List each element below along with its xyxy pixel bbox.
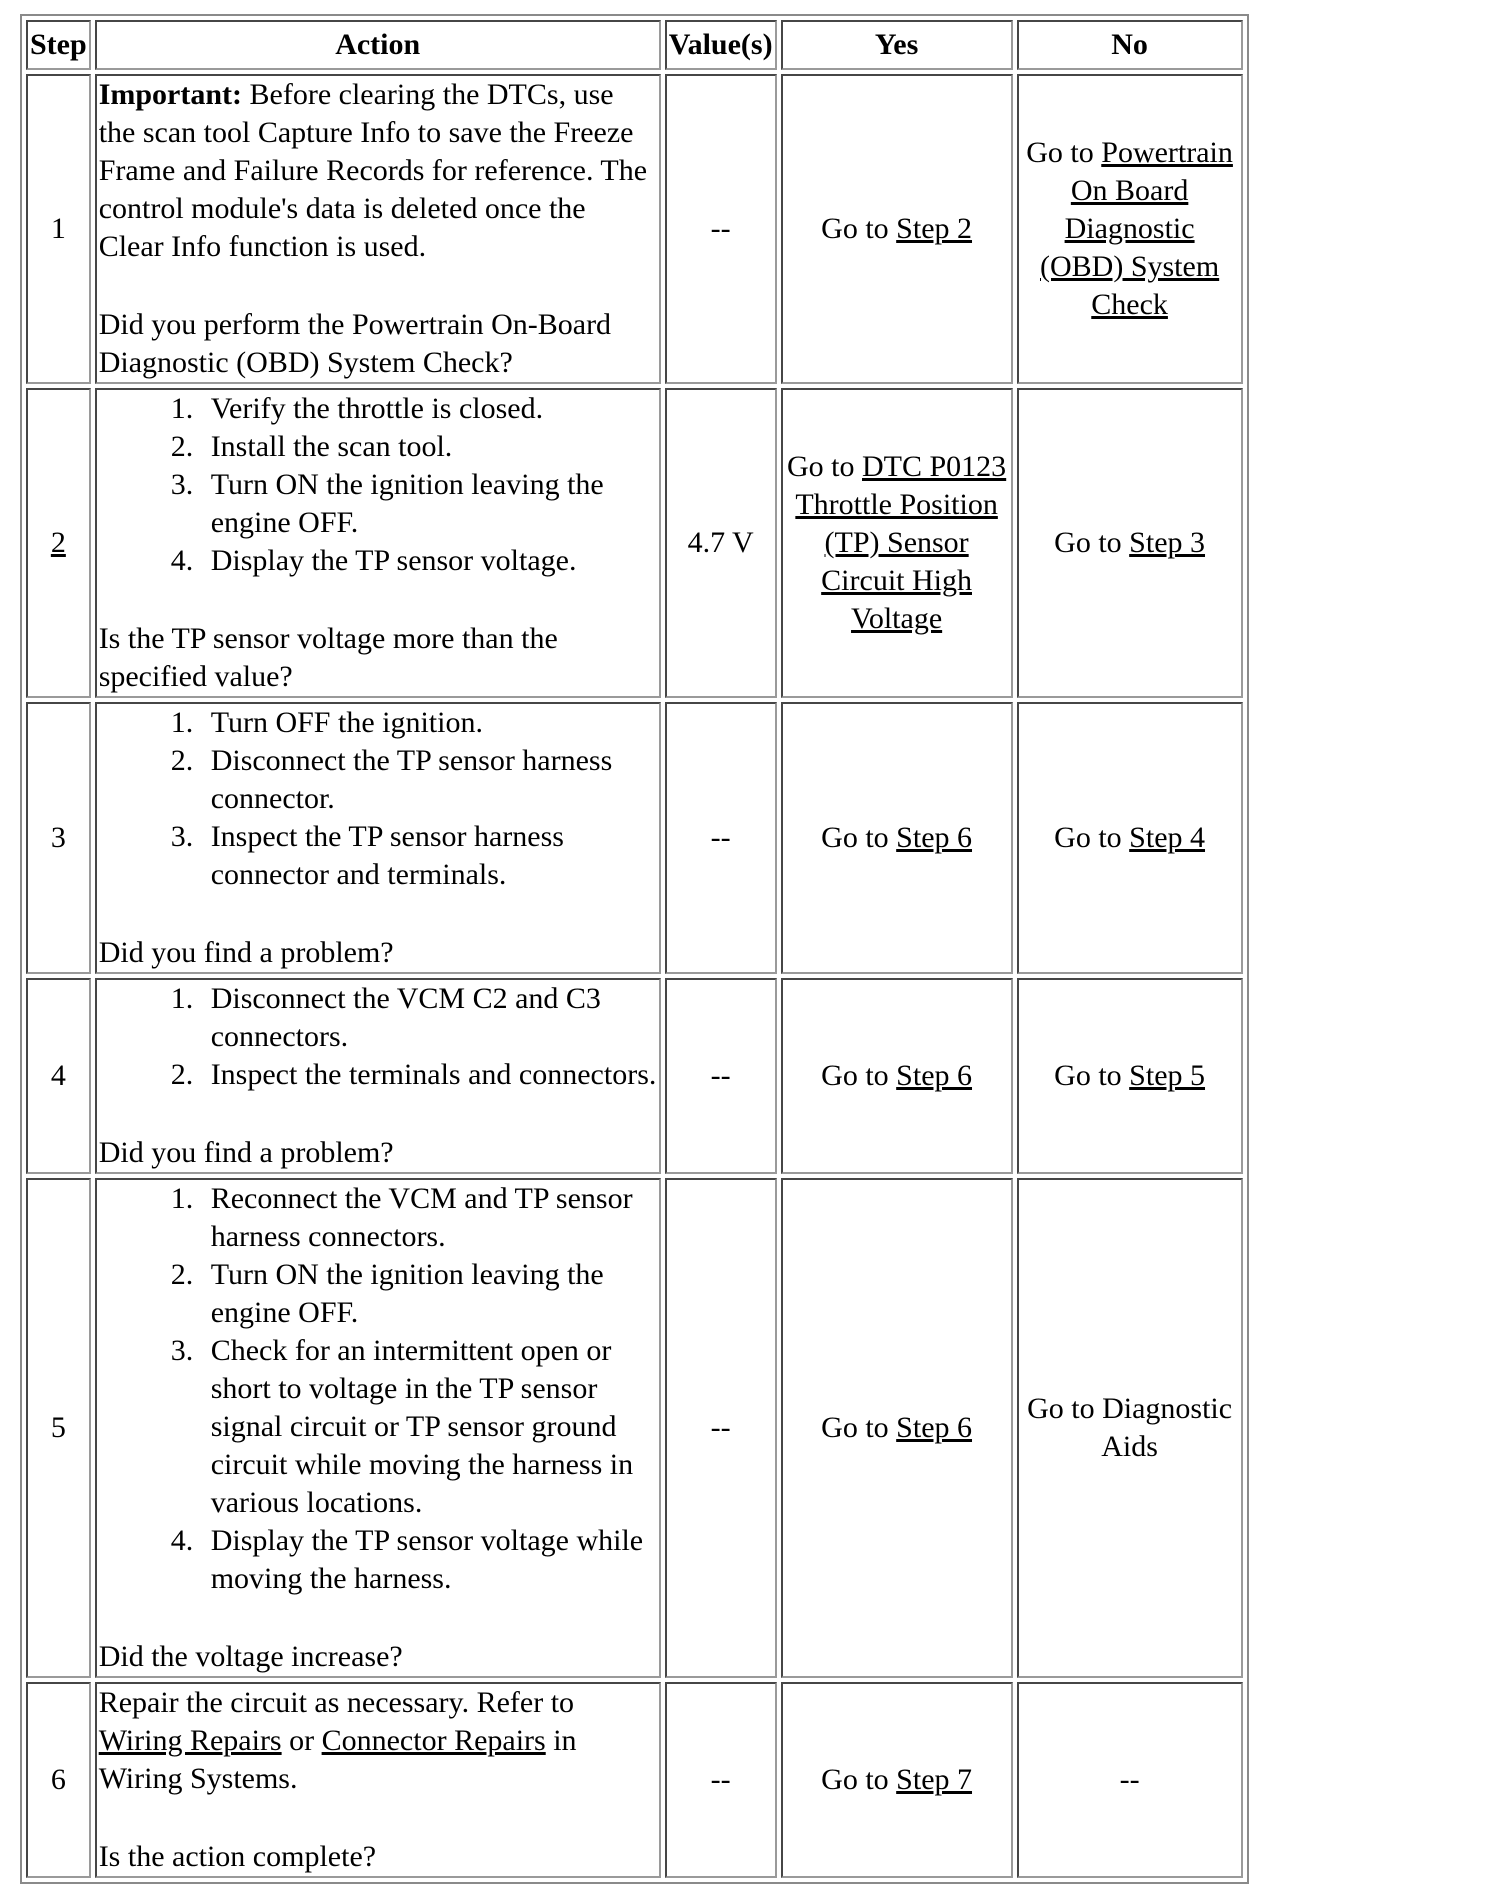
value-cell: -- — [665, 74, 777, 384]
yes-link[interactable]: DTC P0123 Throttle Position (TP) Sensor Circuit High Voltage — [795, 450, 1007, 635]
step-number: 4 — [26, 978, 91, 1174]
table-row — [26, 702, 1243, 974]
yes-prefix: Go to — [821, 1411, 897, 1444]
list-item: 2. Disconnect the TP sensor harness connector. — [201, 742, 657, 818]
no-prefix: Go to — [1026, 136, 1102, 169]
action-steps-list — [99, 980, 657, 1094]
table-row — [26, 1178, 1243, 1678]
no-cell — [1017, 702, 1243, 974]
no-link[interactable]: Powertrain On Board Diagnostic (OBD) System Check — [1040, 136, 1233, 321]
action-question: Did you perform the Powertrain On-Board Diagnostic (OBD) System Check? — [98, 308, 612, 379]
action-cell — [95, 1178, 661, 1678]
yes-cell — [781, 74, 1013, 384]
important-note — [99, 76, 657, 266]
table-row — [26, 388, 1243, 698]
value-cell: 4.7 V — [665, 388, 777, 698]
list-item: 1. Verify the throttle is closed. — [201, 390, 657, 428]
no-cell: Go to Diagnostic Aids — [1017, 1178, 1243, 1678]
step-number: 5 — [26, 1178, 91, 1678]
yes-cell — [781, 978, 1013, 1174]
no-link[interactable]: Step 5 — [1129, 1059, 1206, 1092]
list-item: 1. Turn OFF the ignition. — [201, 704, 657, 742]
table-row — [26, 1682, 1243, 1878]
yes-prefix: Go to — [821, 212, 897, 245]
list-item: 3. Check for an intermittent open or short to voltage in the TP sensor signal circuit or TP sensor ground circuit while moving the harness in various locations. — [201, 1332, 657, 1522]
diagnostic-table — [20, 14, 1249, 1884]
no-prefix: Go to — [1054, 821, 1130, 854]
connector-repairs-link[interactable]: Connector Repairs — [321, 1724, 546, 1757]
no-cell: -- — [1017, 1682, 1243, 1878]
action-text-part: in Wiring Systems. — [98, 1724, 577, 1795]
value-cell: -- — [665, 978, 777, 1174]
action-steps-list — [99, 390, 657, 580]
yes-link[interactable]: Step 6 — [896, 821, 973, 854]
action-text-part: or — [281, 1724, 322, 1757]
value-cell: -- — [665, 702, 777, 974]
no-prefix: Go to — [1054, 1059, 1130, 1092]
action-steps-list — [99, 704, 657, 894]
yes-prefix: Go to — [821, 821, 897, 854]
no-link[interactable]: Step 4 — [1129, 821, 1206, 854]
action-question: Did you find a problem? — [98, 1136, 394, 1169]
step-number: 6 — [26, 1682, 91, 1878]
step-number: 1 — [26, 74, 91, 384]
yes-link[interactable]: Step 7 — [896, 1763, 973, 1796]
list-item: 4. Display the TP sensor voltage while moving the harness. — [201, 1522, 657, 1598]
yes-link[interactable]: Step 6 — [896, 1411, 973, 1444]
action-question: Did you find a problem? — [98, 936, 394, 969]
list-item: 1. Reconnect the VCM and TP sensor harness connectors. — [201, 1180, 657, 1256]
action-question: Is the action complete? — [98, 1840, 377, 1873]
table-row — [26, 74, 1243, 384]
action-cell — [95, 702, 661, 974]
yes-link[interactable]: Step 6 — [896, 1059, 973, 1092]
step-number — [26, 388, 91, 698]
action-question: Did the voltage increase? — [98, 1640, 403, 1673]
list-item: 4. Display the TP sensor voltage. — [201, 542, 657, 580]
step-anchor-link[interactable]: 2 — [50, 526, 66, 559]
action-steps-list — [99, 1180, 657, 1598]
step-number: 3 — [26, 702, 91, 974]
value-cell: -- — [665, 1178, 777, 1678]
action-text-part: Repair the circuit as necessary. Refer to — [98, 1686, 575, 1719]
list-item: 3. Inspect the TP sensor harness connector and terminals. — [201, 818, 657, 894]
yes-cell — [781, 1178, 1013, 1678]
yes-cell — [781, 702, 1013, 974]
yes-prefix: Go to — [787, 450, 862, 483]
action-cell — [95, 978, 661, 1174]
action-cell — [95, 74, 661, 384]
header-action: Action — [95, 20, 661, 70]
yes-cell — [781, 1682, 1013, 1878]
action-cell — [95, 1682, 661, 1878]
no-cell — [1017, 74, 1243, 384]
important-text: Before clearing the DTCs, use the scan tool Capture Info to save the Freeze Frame and Failure Records for reference. The control module's data is deleted once the Clear Info function is used. — [98, 78, 648, 263]
list-item: 2. Install the scan tool. — [201, 428, 657, 466]
value-cell: -- — [665, 1682, 777, 1878]
header-no: No — [1017, 20, 1243, 70]
action-cell — [95, 388, 661, 698]
header-yes: Yes — [781, 20, 1013, 70]
list-item: 2. Inspect the terminals and connectors. — [201, 1056, 657, 1094]
yes-cell — [781, 388, 1013, 698]
yes-prefix: Go to — [821, 1059, 897, 1092]
no-link[interactable]: Step 3 — [1129, 526, 1206, 559]
wiring-repairs-link[interactable]: Wiring Repairs — [98, 1724, 282, 1757]
no-cell — [1017, 388, 1243, 698]
header-row — [26, 20, 1243, 70]
no-cell — [1017, 978, 1243, 1174]
table-row — [26, 978, 1243, 1174]
important-label: Important: — [98, 78, 243, 111]
list-item: 3. Turn ON the ignition leaving the engine OFF. — [201, 466, 657, 542]
action-text — [99, 1684, 657, 1798]
header-step: Step — [26, 20, 91, 70]
list-item: 1. Disconnect the VCM C2 and C3 connectors. — [201, 980, 657, 1056]
no-prefix: Go to — [1054, 526, 1130, 559]
header-values: Value(s) — [665, 20, 777, 70]
action-question: Is the TP sensor voltage more than the specified value? — [98, 622, 558, 693]
list-item: 2. Turn ON the ignition leaving the engine OFF. — [201, 1256, 657, 1332]
yes-link[interactable]: Step 2 — [896, 212, 973, 245]
yes-prefix: Go to — [821, 1763, 897, 1796]
